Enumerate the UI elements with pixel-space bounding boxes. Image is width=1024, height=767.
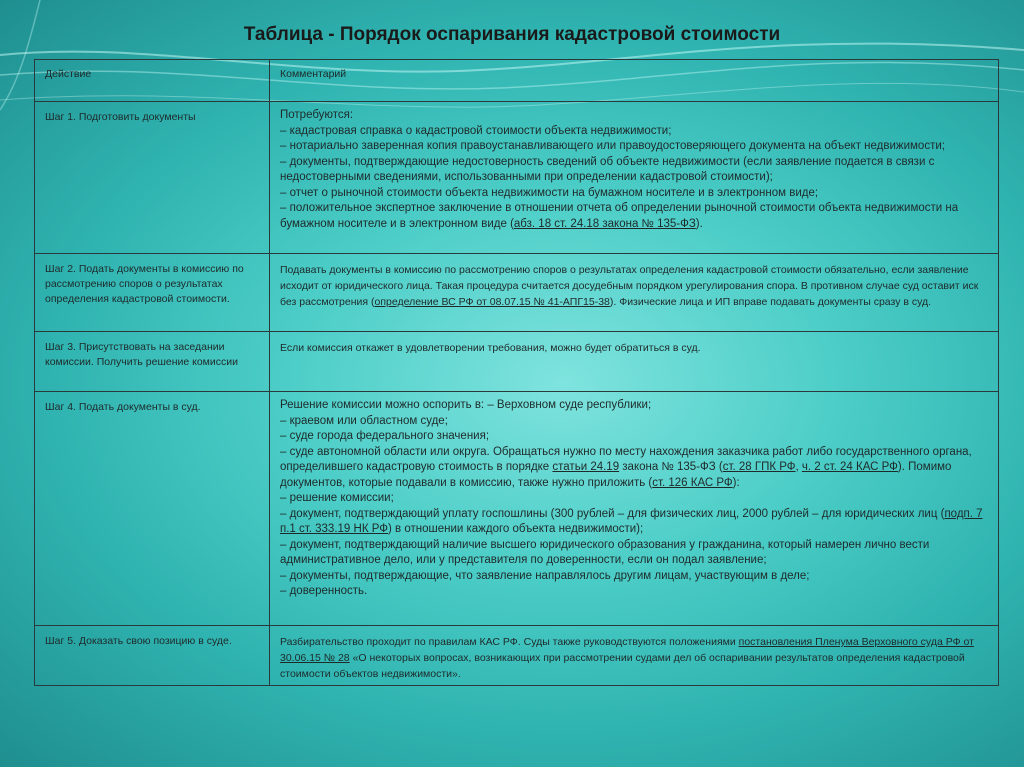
table-row [35, 626, 999, 686]
comment-text: ). [695, 217, 703, 230]
comment-line: Решение комиссии можно оспорить в: – Верховном суде республики; [280, 399, 652, 411]
column-header-action: Действие [35, 60, 270, 102]
comment-text: ) в отношении каждого объекта недвижимости); [388, 523, 644, 535]
table-row [35, 392, 999, 626]
step-5-comment [270, 626, 999, 686]
comment-text: «О некоторых вопросах, возникающих при рассмотрении судами дел об оспаривании результатов определения кадастровой стоимости объектов недвижимости». [280, 652, 965, 680]
comment-line [280, 445, 990, 492]
table-row [35, 102, 999, 254]
tax-code-link[interactable]: подп. 7 п.1 ст. 333.19 НК РФ [280, 507, 983, 535]
step-1-comment [270, 102, 999, 254]
comment-line: – краевом или областном суде; [280, 414, 448, 427]
step-4-action: Шаг 4. Подать документы в суд. [35, 392, 270, 626]
court-ruling-link[interactable]: определение ВС РФ от 08.07.15 № 41-АПГ15-38 [374, 296, 610, 308]
law-article-link[interactable]: статьи 24.19 [552, 461, 620, 473]
step-2-comment [270, 254, 999, 332]
comment-line: – решение комиссии; [280, 492, 394, 504]
comment-line [280, 201, 990, 232]
kas-article-link[interactable]: ч. 2 ст. 24 КАС РФ [801, 461, 898, 473]
table-header-row [35, 60, 999, 102]
step-2-action: Шаг 2. Подать документы в комиссию по рассмотрению споров о результатах определения кадастровой стоимости. [35, 254, 270, 332]
comment-line: – отчет о рыночной стоимости объекта недвижимости на бумажном носителе и в электронном виде; [280, 186, 819, 199]
step-1-action: Шаг 1. Подготовить документы [35, 102, 270, 254]
comment-line: Потребуются: [280, 109, 354, 121]
gpk-article-link[interactable]: ст. 28 ГПК РФ [722, 461, 796, 473]
kas-article-126-link[interactable]: ст. 126 КАС РФ [652, 476, 733, 489]
comment-line: – суде города федерального значения; [280, 430, 490, 442]
page-title: Таблица - Порядок оспаривания кадастровой стоимости [243, 24, 781, 45]
comment-text: закона № 135-ФЗ ( [619, 461, 723, 473]
table-row [35, 332, 999, 392]
comment-text: – положительное экспертное заключение в отношении отчета об определении рыночной стоимости объекта недвижимости на бумажном носителе и в электронном виде ( [280, 202, 959, 230]
step-3-comment: Если комиссия откажет в удовлетворении требования, можно будет обратиться в суд. [270, 332, 999, 392]
comment-line: – документ, подтверждающий наличие высшего юридического образования у гражданина, который намерен лично вести административное дело, или у представителя по доверенности, если он подал заявление; [280, 538, 930, 566]
comment-text: , [795, 461, 802, 473]
step-5-action: Шаг 5. Доказать свою позицию в суде. [35, 626, 270, 686]
plenum-resolution-link[interactable]: постановления Пленума Верховного суда РФ от 30.06.15 № 28 [280, 636, 974, 664]
comment-text: Подавать документы в комиссию по рассмотрению споров о результатах определения кадастровой стоимости обязательно, если заявление исходит от юридического лица. Такая процедура считается досудебным порядком урегулирования спора. В противном случае суд оставит иск без рассмотрения ( [280, 264, 979, 308]
dispute-procedure-table [34, 59, 999, 686]
comment-line: – документы, подтверждающие, что заявление направлялось другим лицам, участвующим в деле; [280, 569, 810, 582]
table-row [35, 254, 999, 332]
comment-text: ). Помимо документов, которые подавали в комиссию, также нужно приложить ( [280, 461, 952, 489]
step-3-action: Шаг 3. Присутствовать на заседании комиссии. Получить решение комиссии [35, 332, 270, 392]
column-header-comment: Комментарий [270, 60, 999, 102]
step-4-comment [270, 392, 999, 626]
comment-line [280, 507, 990, 538]
comment-line: – документы, подтверждающие недостоверность сведений об объекте недвижимости (если заявление подается в связи с недостоверными сведениями, использованными при определении кадастровой стоимости); [280, 155, 935, 183]
comment-line: – доверенность. [280, 585, 368, 597]
comment-text: Разбирательство проходит по правилам КАС РФ. Суды также руководствуются положениями [280, 636, 739, 648]
comment-text: ): [732, 476, 740, 489]
comment-text: – документ, подтверждающий уплату госпошлины (300 рублей – для физических лиц, 2000 рублей – для юридических лиц ( [280, 507, 945, 520]
comment-line: – кадастровая справка о кадастровой стоимости объекта недвижимости; [280, 124, 672, 137]
comment-text: ). Физические лица и ИП вправе подавать документы сразу в суд. [609, 296, 932, 308]
comment-text: – суде автономной области или округа. Обращаться нужно по месту нахождения заказчика работ либо государственного органа, определившего кадастровую стоимость в порядке [280, 445, 972, 473]
comment-line: – нотариально заверенная копия правоустанавливающего или правоудостоверяющего документа на объект недвижимости; [280, 140, 945, 152]
law-reference-link[interactable]: абз. 18 ст. 24.18 закона № 135-ФЗ [513, 217, 696, 230]
